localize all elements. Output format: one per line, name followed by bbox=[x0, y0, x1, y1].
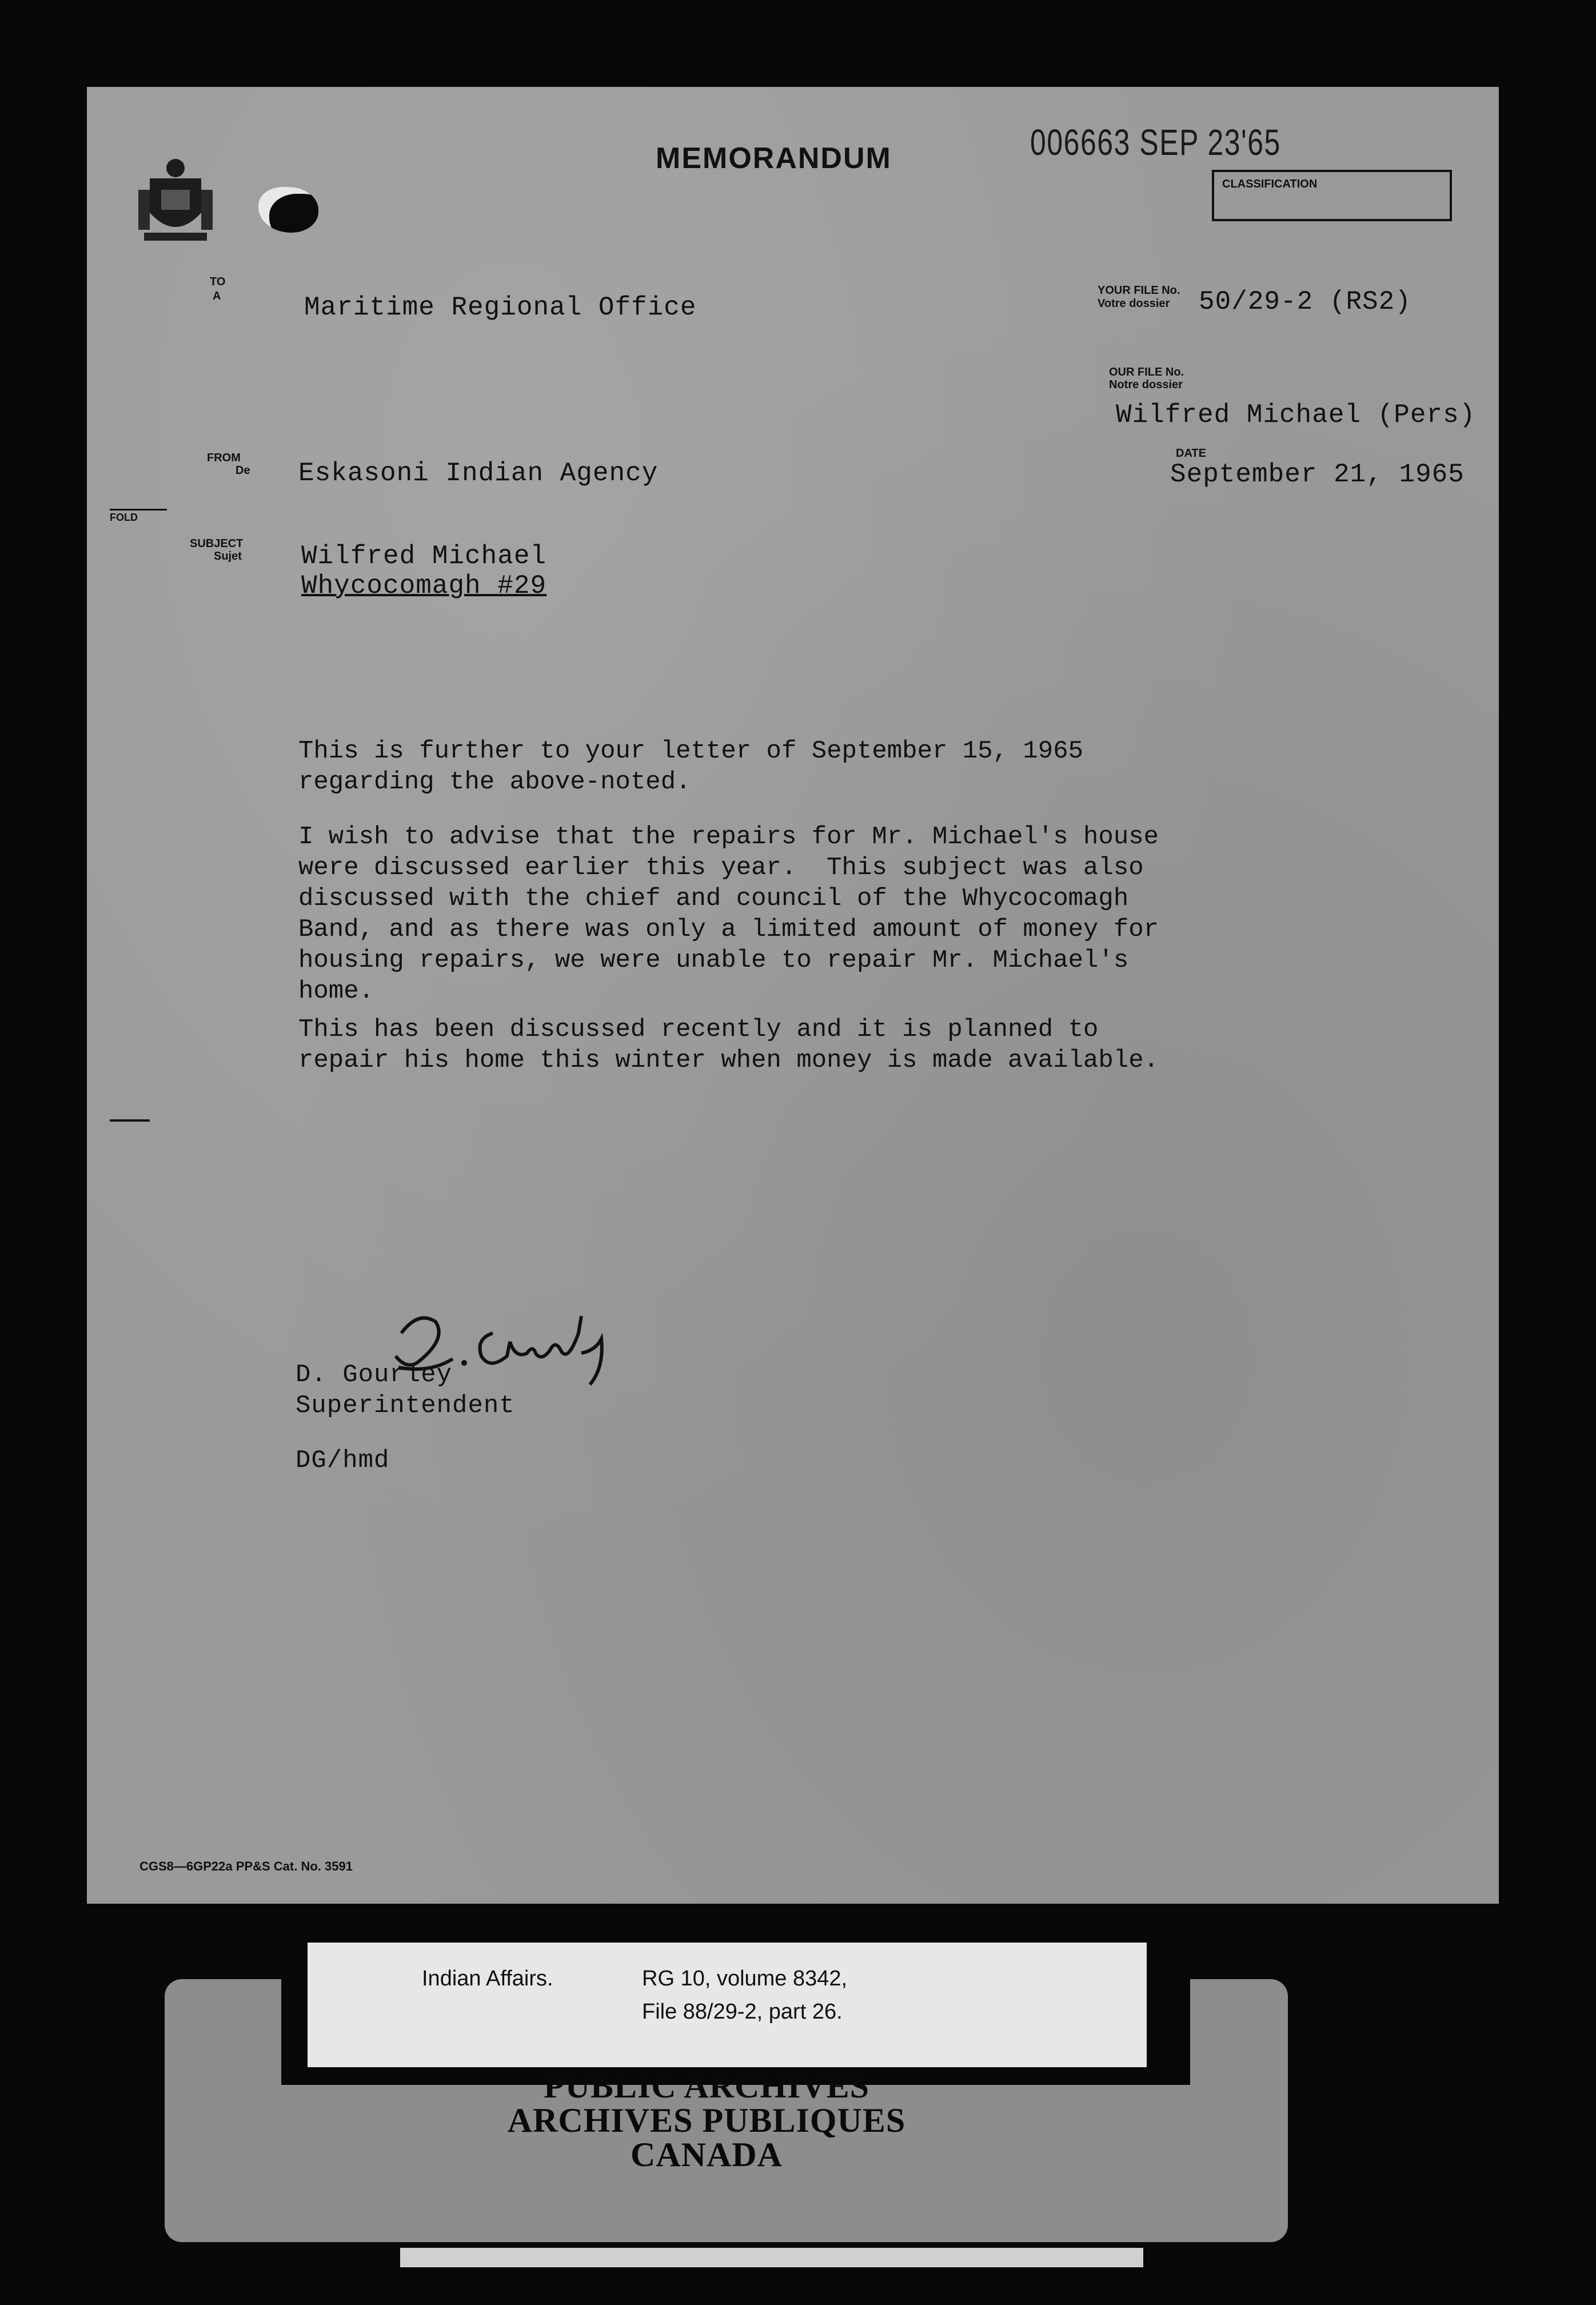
archive-line-2: ARCHIVES PUBLIQUES bbox=[507, 2101, 906, 2139]
archive-label-right-1: RG 10, volume 8342, bbox=[642, 1967, 848, 1991]
signer-name: D. Gourley bbox=[296, 1361, 453, 1389]
archive-label-right-2: File 88/29-2, part 26. bbox=[642, 2000, 843, 2024]
from-label: FROM bbox=[207, 452, 241, 464]
classification-label: CLASSIFICATION bbox=[1222, 178, 1318, 190]
subject-label: SUBJECT bbox=[190, 537, 244, 550]
to-label-fr: A bbox=[213, 290, 221, 302]
body-paragraph-3: This has been discussed recently and it is planned to repair his home this winter when money is made available. bbox=[298, 1015, 1159, 1075]
to-label: TO bbox=[210, 276, 226, 288]
body-paragraph-2: I wish to advise that the repairs for Mr. Michael's house were discussed earlier this year. This subject was also discussed with the chief and council of the Whycocomagh Band, and as there was only a limited amount of money for housing repairs, we were unable to repair Mr. Michael's home. bbox=[298, 823, 1159, 1006]
subject-line-1: Wilfred Michael bbox=[301, 541, 547, 571]
date-value: September 21, 1965 bbox=[1170, 460, 1465, 489]
from-value: Eskasoni Indian Agency bbox=[298, 458, 659, 488]
archive-line-1: PUBLIC ARCHIVES bbox=[543, 2067, 870, 2105]
your-file-label-fr: Votre dossier bbox=[1098, 297, 1170, 310]
to-value: Maritime Regional Office bbox=[304, 293, 697, 322]
memo-title: MEMORANDUM bbox=[656, 142, 892, 175]
fold-label: FOLD bbox=[110, 509, 167, 524]
your-file-value: 50/29-2 (RS2) bbox=[1199, 287, 1411, 317]
subject-line-2: Whycocomagh #29 bbox=[301, 571, 547, 601]
our-file-label-fr: Notre dossier bbox=[1109, 378, 1183, 391]
signer-title: Superintendent bbox=[296, 1391, 515, 1420]
reference-initials: DG/hmd bbox=[296, 1446, 390, 1475]
form-code: CGS8—6GP22a PP&S Cat. No. 3591 bbox=[139, 1859, 353, 1873]
received-stamp: 006663 SEP 23'65 bbox=[1030, 122, 1281, 163]
archive-label-card bbox=[308, 1943, 1147, 2067]
body-paragraph-1: This is further to your letter of September 15, 1965 regarding the above-noted. bbox=[298, 737, 1084, 796]
archive-line-3: CANADA bbox=[631, 2136, 783, 2174]
tray-base-strip bbox=[400, 2248, 1143, 2267]
blot-mark bbox=[258, 187, 318, 233]
from-label-fr: De bbox=[236, 464, 250, 477]
your-file-label: YOUR FILE No. bbox=[1098, 284, 1180, 297]
coat-of-arms-icon bbox=[138, 155, 213, 247]
memo-page bbox=[87, 87, 1499, 1904]
our-file-value: Wilfred Michael (Pers) bbox=[1116, 400, 1476, 430]
archive-label-left: Indian Affairs. bbox=[422, 1967, 553, 1991]
subject-label-fr: Sujet bbox=[214, 550, 242, 563]
date-label: DATE bbox=[1176, 447, 1206, 460]
fold-mark bbox=[110, 1119, 150, 1122]
our-file-label: OUR FILE No. bbox=[1109, 366, 1184, 378]
classification-box bbox=[1212, 170, 1452, 221]
